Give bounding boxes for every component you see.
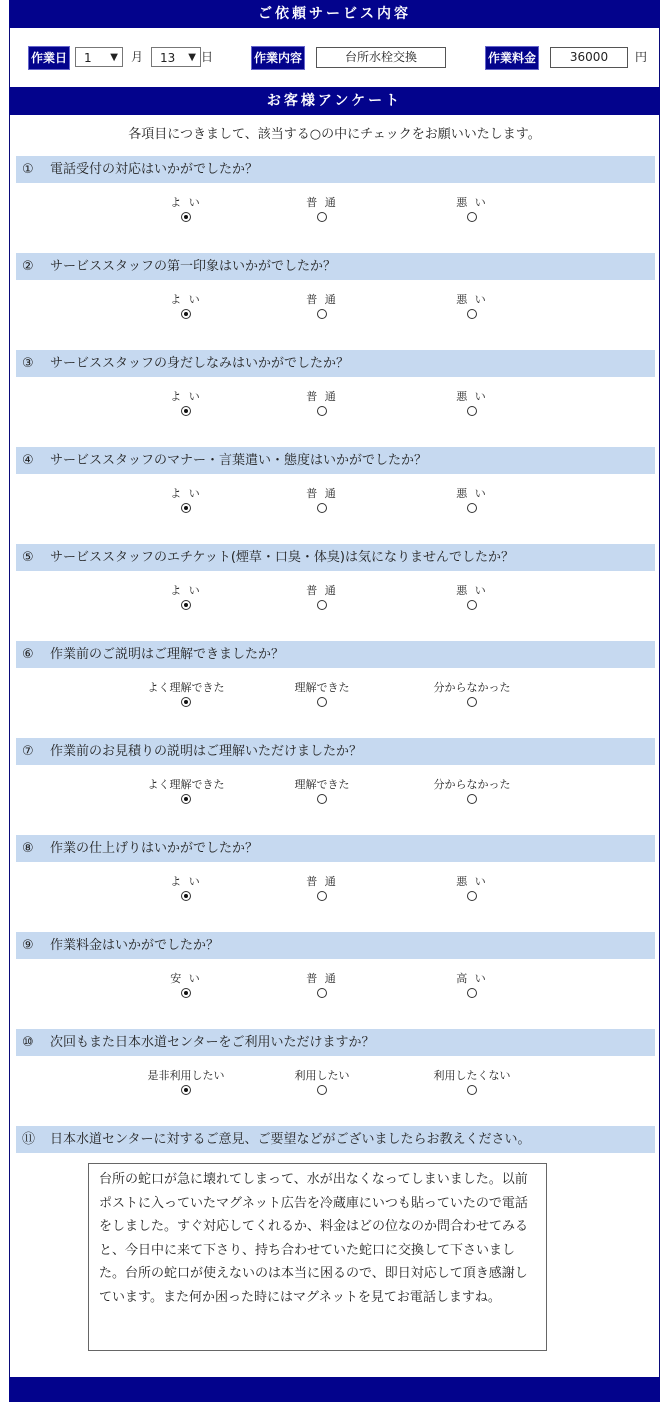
option-label: よく理解できた	[147, 681, 225, 694]
radio-button[interactable]	[467, 1085, 477, 1095]
survey-header: お客様アンケート	[9, 87, 660, 115]
radio-button[interactable]	[181, 988, 191, 998]
question-10-option-2[interactable]	[262, 1069, 382, 1095]
question-1-option-2[interactable]	[262, 196, 382, 222]
radio-button[interactable]	[467, 600, 477, 610]
question-6-header	[16, 641, 655, 668]
question-8-option-3[interactable]	[412, 875, 532, 901]
question-text: サービススタッフのエチケット(煙草・口臭・体臭)は気になりませんでしたか？	[50, 550, 514, 565]
question-7-option-1[interactable]	[126, 778, 246, 804]
service-header: ご依頼サービス内容	[9, 0, 660, 28]
question-number: ④	[22, 453, 34, 468]
question-4-option-3[interactable]	[412, 487, 532, 513]
question-text: 次回もまた日本水道センターをご利用いただけますか？	[50, 1035, 375, 1050]
radio-button[interactable]	[181, 309, 191, 319]
question-number: ②	[22, 259, 34, 274]
fee-unit: 円	[635, 50, 648, 64]
option-label: 是非利用したい	[147, 1069, 225, 1082]
question-5-header	[16, 544, 655, 571]
question-number: ⑤	[22, 550, 34, 565]
question-text: サービススタッフのマナー・言葉遣い・態度はいかがでしたか？	[50, 453, 428, 468]
option-label: よ い	[170, 293, 202, 306]
option-label: 悪 い	[456, 293, 488, 306]
question-8-option-1[interactable]	[126, 875, 246, 901]
option-label: 普 通	[306, 293, 338, 306]
option-label: 利用したい	[294, 1069, 350, 1082]
work-content-field[interactable]: 台所水栓交換	[316, 47, 446, 68]
option-label: 分からなかった	[433, 778, 511, 791]
question-text: 作業の仕上げりはいかがでしたか？	[50, 841, 259, 856]
question-7-option-2[interactable]	[262, 778, 382, 804]
option-label: 普 通	[306, 390, 338, 403]
question-9-option-1[interactable]	[126, 972, 246, 998]
radio-button[interactable]	[467, 697, 477, 707]
radio-button[interactable]	[467, 988, 477, 998]
radio-button[interactable]	[317, 988, 327, 998]
question-2-header	[16, 253, 655, 280]
question-text: 電話受付の対応はいかがでしたか？	[50, 162, 259, 177]
question-9-option-3[interactable]	[412, 972, 532, 998]
radio-button[interactable]	[467, 406, 477, 416]
question-5-option-1[interactable]	[126, 584, 246, 610]
option-label: 普 通	[306, 584, 338, 597]
option-label: よ い	[170, 196, 202, 209]
fee-field[interactable]: 36000	[550, 47, 628, 68]
question-text: サービススタッフの身だしなみはいかがでしたか？	[50, 356, 350, 371]
option-label: 普 通	[306, 875, 338, 888]
question-6-option-2[interactable]	[262, 681, 382, 707]
radio-button[interactable]	[181, 891, 191, 901]
radio-button[interactable]	[467, 309, 477, 319]
option-label: 悪 い	[456, 196, 488, 209]
question-number: ⑦	[22, 744, 34, 759]
question-5-option-3[interactable]	[412, 584, 532, 610]
question-number: ⑩	[22, 1035, 34, 1050]
question-5-option-2[interactable]	[262, 584, 382, 610]
question-10-option-1[interactable]	[126, 1069, 246, 1095]
chevron-down-icon: ▼	[188, 52, 196, 63]
chevron-down-icon: ▼	[110, 52, 118, 63]
question-text: 作業前のお見積りの説明はご理解いただけましたか？	[50, 744, 363, 759]
option-label: よ い	[170, 487, 202, 500]
question-3-option-1[interactable]	[126, 390, 246, 416]
radio-button[interactable]	[467, 503, 477, 513]
question-7-header	[16, 738, 655, 765]
question-number: ③	[22, 356, 34, 371]
radio-button[interactable]	[181, 212, 191, 222]
radio-button[interactable]	[317, 309, 327, 319]
question-8-header	[16, 835, 655, 862]
option-label: 利用したくない	[433, 1069, 511, 1082]
month-select[interactable]	[75, 47, 123, 67]
option-label: 安 い	[170, 972, 202, 985]
work-date-label: 作業日	[28, 46, 70, 70]
question-1-header	[16, 156, 655, 183]
option-label: 理解できた	[294, 778, 350, 791]
question-6-option-1[interactable]	[126, 681, 246, 707]
month-value: 1	[84, 51, 92, 65]
question-4-option-1[interactable]	[126, 487, 246, 513]
radio-button[interactable]	[317, 406, 327, 416]
radio-button[interactable]	[317, 600, 327, 610]
question-4-header	[16, 447, 655, 474]
radio-button[interactable]	[181, 600, 191, 610]
question-10-option-3[interactable]	[412, 1069, 532, 1095]
option-label: 悪 い	[456, 487, 488, 500]
question-number: ⑨	[22, 938, 34, 953]
day-value: 13	[160, 51, 176, 65]
radio-button[interactable]	[317, 697, 327, 707]
question-6-option-3[interactable]	[412, 681, 532, 707]
question-number: ⑪	[22, 1132, 36, 1147]
radio-button[interactable]	[181, 406, 191, 416]
question-3-option-2[interactable]	[262, 390, 382, 416]
question-9-option-2[interactable]	[262, 972, 382, 998]
survey-instruction: 各項目につきまして、該当する○の中にチェックをお願いいたします。	[128, 127, 541, 142]
radio-button[interactable]	[181, 1085, 191, 1095]
option-label: 普 通	[306, 972, 338, 985]
work-content-label: 作業内容	[251, 46, 305, 70]
footer-bar	[9, 1377, 660, 1402]
question-7-option-3[interactable]	[412, 778, 532, 804]
option-label: 普 通	[306, 196, 338, 209]
option-label: 高 い	[456, 972, 488, 985]
day-select[interactable]	[151, 47, 201, 67]
question-text: 作業料金はいかがでしたか？	[50, 938, 220, 953]
radio-button[interactable]	[317, 794, 327, 804]
option-label: よ い	[170, 875, 202, 888]
radio-button[interactable]	[467, 891, 477, 901]
question-2-option-3[interactable]	[412, 293, 532, 319]
radio-button[interactable]	[317, 891, 327, 901]
question-1-option-3[interactable]	[412, 196, 532, 222]
radio-button[interactable]	[467, 212, 477, 222]
day-unit: 日	[201, 50, 214, 64]
radio-button[interactable]	[317, 212, 327, 222]
option-label: 理解できた	[294, 681, 350, 694]
question-9-header	[16, 932, 655, 959]
question-text: サービススタッフの第一印象はいかがでしたか？	[50, 259, 337, 274]
question-2-option-1[interactable]	[126, 293, 246, 319]
question-8-option-2[interactable]	[262, 875, 382, 901]
radio-button[interactable]	[181, 697, 191, 707]
question-2-option-2[interactable]	[262, 293, 382, 319]
option-label: よ い	[170, 584, 202, 597]
option-label: 悪 い	[456, 584, 488, 597]
radio-button[interactable]	[181, 503, 191, 513]
option-label: 悪 い	[456, 875, 488, 888]
question-number: ①	[22, 162, 34, 177]
option-label: よ い	[170, 390, 202, 403]
question-4-option-2[interactable]	[262, 487, 382, 513]
question-number: ⑧	[22, 841, 34, 856]
question-number: ⑥	[22, 647, 34, 662]
question-11-header	[16, 1126, 655, 1153]
fee-label: 作業料金	[485, 46, 539, 70]
comment-textarea[interactable]: 台所の蛇口が急に壊れてしまって、水が出なくなってしまいました。以前ポストに入っていたマグネット広告を冷蔵庫にいつも貼っていたので電話をしました。すぐ対応してくれるか、料金はどの位なのか問合わせてみると、今日中に来て下さり、持ち合わせていた蛇口に交換して下さいました。台所の蛇口が使えないのは本当に困るので、即日対応して頂き感謝しています。また何か困った時にはマグネットを見てお電話しますね。	[88, 1163, 547, 1351]
month-unit: 月	[131, 50, 144, 64]
question-text: 日本水道センターに対するご意見、ご要望などがございましたらお教えください。	[50, 1132, 531, 1147]
radio-button[interactable]	[181, 794, 191, 804]
question-10-header	[16, 1029, 655, 1056]
question-text: 作業前のご説明はご理解できましたか？	[50, 647, 285, 662]
option-label: 悪 い	[456, 390, 488, 403]
option-label: よく理解できた	[147, 778, 225, 791]
radio-button[interactable]	[317, 503, 327, 513]
option-label: 普 通	[306, 487, 338, 500]
question-3-option-3[interactable]	[412, 390, 532, 416]
radio-button[interactable]	[317, 1085, 327, 1095]
question-3-header	[16, 350, 655, 377]
option-label: 分からなかった	[433, 681, 511, 694]
question-1-option-1[interactable]	[126, 196, 246, 222]
radio-button[interactable]	[467, 794, 477, 804]
